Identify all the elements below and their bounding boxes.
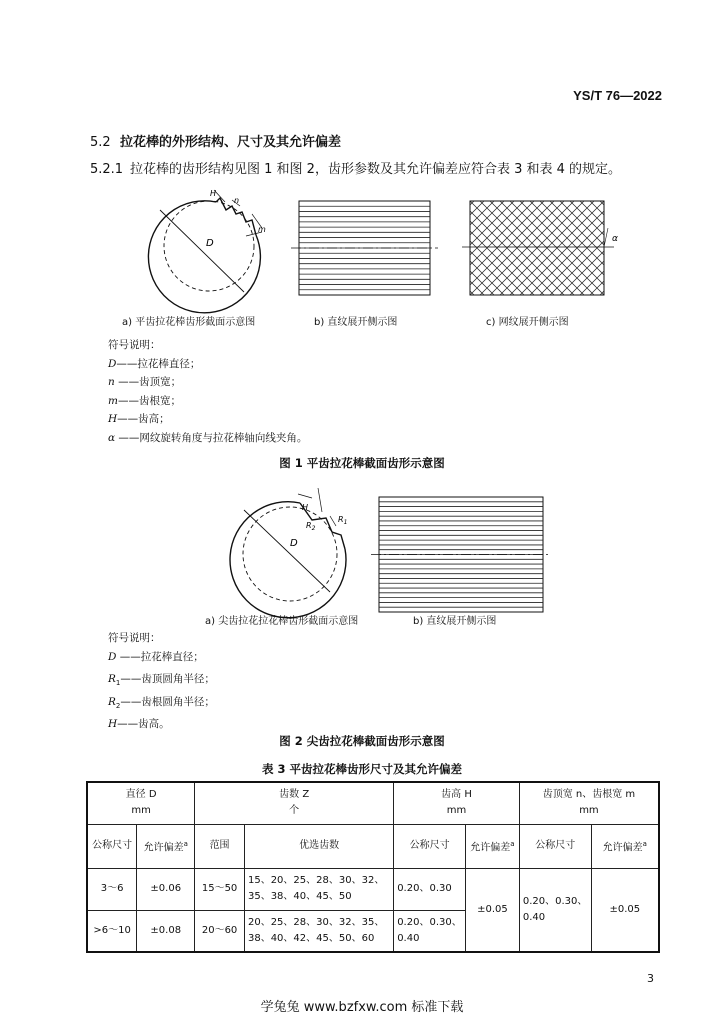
subheader-tolerance: 允许偏差$^a$ [137,824,195,868]
fig2-label-R1: $R_1$ [338,515,348,526]
legend-item: α ——网纹旋转角度与拉花棒轴向线夹角。 [108,431,308,444]
fig1-legend-title: 符号说明： [108,339,161,351]
flat-tooth-section-drawing [148,190,262,313]
legend-item: $R_1——$齿顶圆角半径； [108,673,215,688]
fig1-label-alpha: α [612,234,618,244]
subheader-nominal: 公称尺寸 [87,824,137,868]
section-title: 拉花棒的外形结构、尺寸及其允许偏差 [120,135,342,150]
straight-pattern-drawing-2 [371,497,551,612]
header-tooth-height: 齿高 H mm [394,782,520,824]
legend-item: D ——拉花棒直径； [108,650,204,663]
fig2-label-R2: $R_2$ [306,521,316,532]
fig1-label-H: H [210,189,217,198]
fig1-label-n: n [234,196,240,205]
fig2-legend [108,629,215,738]
fig1-label-D: D [206,238,214,249]
subheader-range: 范围 [195,824,245,868]
figure-2-graphics [0,480,724,630]
legend-item: $R_2——$齿根圆角半径； [108,695,215,710]
figure-2-title: 图 2 尖齿拉花棒截面齿形示意图 [279,734,445,748]
fig1-caption-b: b) 直纹展开侧示图 [314,317,398,328]
legend-item: H——齿高； [108,413,170,425]
clause-number: 5.2.1 [90,162,124,177]
legend-item: n ——齿顶宽； [108,376,182,388]
subheader-tolerance-nm: 允许偏差$^a$ [591,824,659,868]
subheader-preferred: 优选齿数 [244,824,393,868]
table-row: 3～6 ±0.06 15～50 15、20、25、28、30、32、35、38、40、45、50 0.20、0.30 ±0.05 0.20、0.30、0.40 ±0.05 [87,868,659,910]
legend-item: H——齿高。 [108,718,170,731]
header-diameter: 直径 D mm [87,782,195,824]
fig2-caption-b: b) 直纹展开侧示图 [413,616,497,627]
straight-pattern-drawing [291,201,438,295]
legend-item: m——齿根宽； [108,394,181,407]
table-3-title: 表 3 平齿拉花棒齿形尺寸及其允许偏差 [261,762,462,776]
fig2-legend-title: 符号说明： [108,632,161,644]
fig1-caption-a: a) 平齿拉花棒齿形截面示意图 [122,317,256,328]
legend-item: D——拉花棒直径； [108,357,201,370]
fig2-caption-a: a) 尖齿拉花拉花棒齿形截面示意图 [205,616,359,627]
fig1-label-m: m [258,225,266,234]
tooth-height-tolerance: ±0.05 [465,868,519,952]
tooth-width-values: 0.20、0.30、0.40 [519,868,591,952]
clause-text: 拉花棒的齿形结构见图 1 和图 2，齿形参数及其允许偏差应符合表 3 和表 4 的规定。 [130,162,622,177]
header-teeth-count: 齿数 Z 个 [195,782,394,824]
footer-watermark: 学兔兔 www.bzfxw.com 标准下载 [260,1000,464,1015]
table-3 [86,781,660,953]
section-number: 5.2 [90,135,111,150]
pointed-tooth-section-drawing [230,488,346,618]
tooth-width-tolerance: ±0.05 [591,868,659,952]
page-number: 3 [647,972,654,985]
figure-1-title: 图 1 平齿拉花棒截面齿形示意图 [279,456,445,470]
fig1-caption-c: c) 网纹展开侧示图 [486,317,569,328]
header-tooth-width: 齿顶宽 n、齿根宽 m mm [519,782,659,824]
fig2-label-H: H [302,503,309,512]
fig1-legend [108,336,307,447]
subheader-tolerance-h: 允许偏差$^a$ [465,824,519,868]
fig2-label-D: D [290,538,298,549]
subheader-nominal-h: 公称尺寸 [394,824,466,868]
subheader-nominal-nm: 公称尺寸 [519,824,591,868]
table-row: >6～10 ±0.08 20～60 20、25、28、30、32、35、38、40、42、45、50、60 0.20、0.30、0.40 [87,910,659,952]
standard-code: YS/T 76—2022 [573,88,662,103]
